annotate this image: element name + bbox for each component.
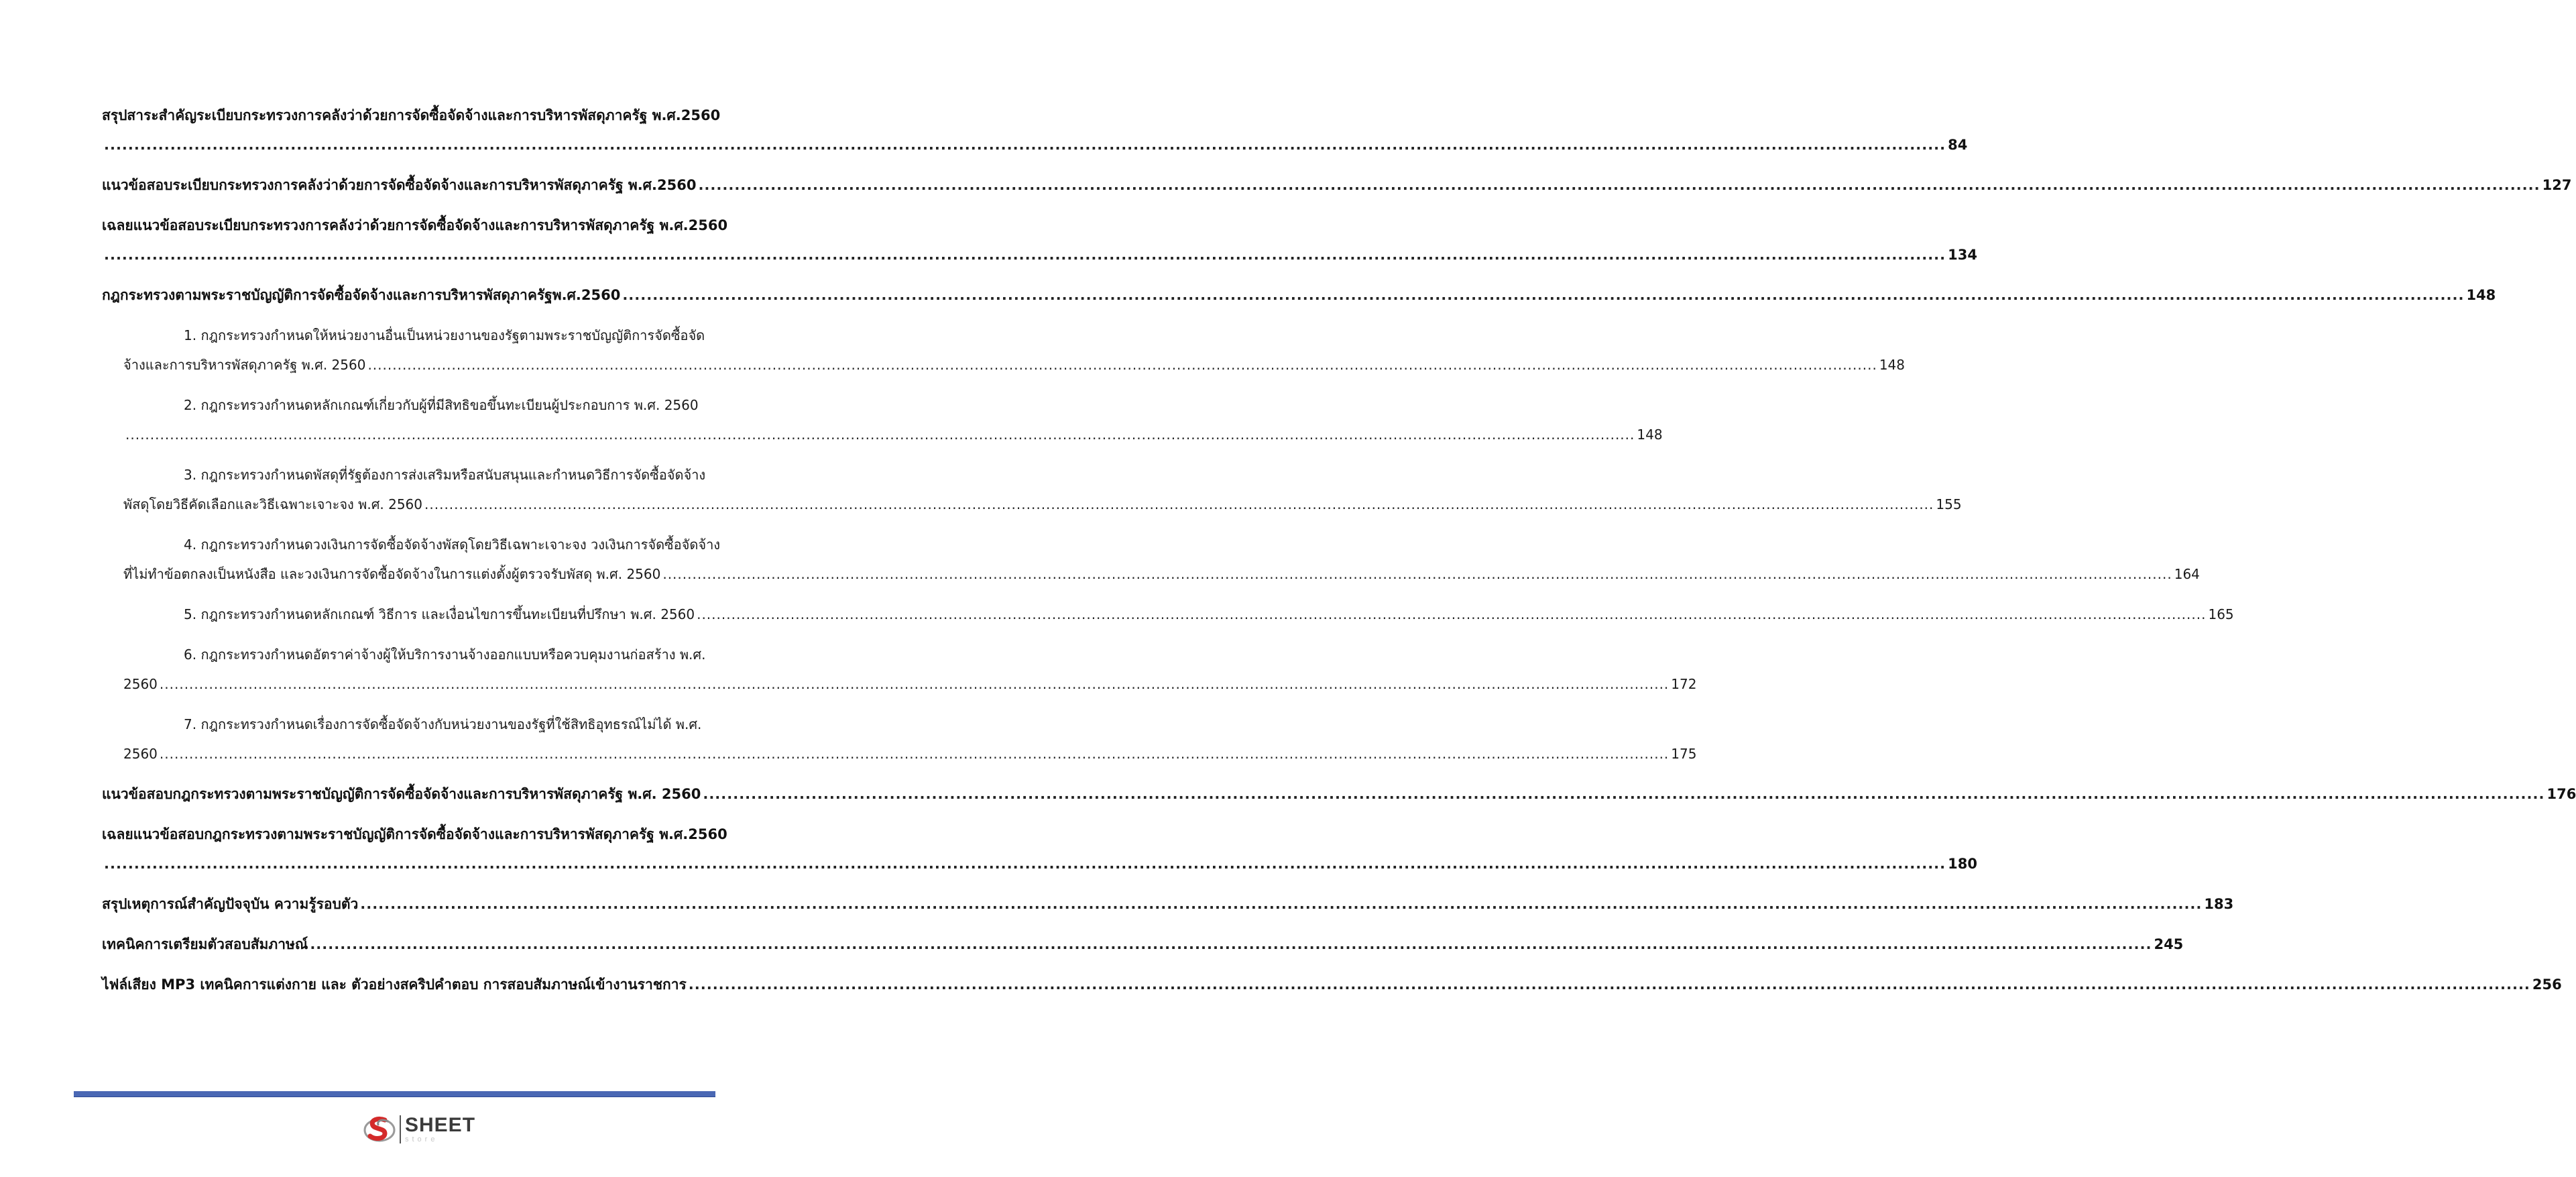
toc-page-number: 148 — [1637, 427, 1663, 443]
toc-leader-dots — [104, 130, 1946, 160]
sheet-store-s-logo-icon — [362, 1112, 397, 1147]
logo-divider — [400, 1115, 401, 1143]
toc-entry[interactable] — [102, 101, 1968, 160]
toc-entry-title-cont: 2560 — [123, 746, 158, 762]
toc-page-number: 245 — [2154, 936, 2184, 952]
toc-entry-title: 6. กฎกระทรวงกำหนดอัตราค่าจ้างผู้ให้บริการงานจ้างออกแบบหรือควบคุมงานก่อสร้าง พ.ศ. — [184, 647, 706, 663]
toc-entry[interactable] — [102, 970, 2562, 999]
toc-page-number: 164 — [2174, 566, 2200, 582]
toc-entry[interactable] — [102, 170, 2572, 200]
toc-subentry[interactable] — [123, 640, 1697, 699]
toc-entry-title: เฉลยแนวข้อสอบกฎกระทรวงตามพระราชบัญญัติการจัดซื้อจัดจ้างและการบริหารพัสดุภาครัฐ พ.ศ.2560 — [102, 826, 727, 842]
toc-page-number: 183 — [2204, 896, 2234, 912]
toc-page-number: 155 — [1936, 496, 1962, 512]
toc-entry[interactable] — [102, 779, 2576, 809]
toc-leader-dots — [689, 970, 2530, 999]
toc-leader-dots — [662, 559, 2172, 589]
toc-entry-title: แนวข้อสอบกฎกระทรวงตามพระราชบัญญัติการจัดซื้อจัดจ้างและการบริหารพัสดุภาครัฐ พ.ศ. 2560 — [102, 786, 701, 802]
toc-entry[interactable] — [102, 211, 1977, 270]
toc-entry-title-cont: ที่ไม่ทำข้อตกลงเป็นหนังสือ และวงเงินการจัดซื้อจัดจ้างในการแต่งตั้งผู้ตรวจรับพัสดุ พ.ศ. 2560 — [123, 566, 661, 582]
toc-page-number: 127 — [2542, 177, 2572, 193]
toc-subentry[interactable] — [123, 460, 1962, 519]
toc-leader-dots — [310, 930, 2152, 959]
toc-entry-title: เฉลยแนวข้อสอบระเบียบกระทรวงการคลังว่าด้วยการจัดซื้อจัดจ้างและการบริหารพัสดุภาครัฐ พ.ศ.2560 — [102, 217, 728, 233]
toc-entry-title-cont: 2560 — [123, 676, 158, 692]
toc-entry-title: กฎกระทรวงตามพระราชบัญญัติการจัดซื้อจัดจ้างและการบริหารพัสดุภาครัฐพ.ศ.2560 — [102, 287, 621, 303]
sheet-store-logo — [362, 1111, 476, 1148]
toc-subentry[interactable] — [123, 321, 1905, 380]
toc-entry-title: 1. กฎกระทรวงกำหนดให้หน่วยงานอื่นเป็นหน่วยงานของรัฐตามพระราชบัญญัติการจัดซื้อจัด — [184, 327, 705, 343]
toc-subentry[interactable] — [123, 390, 1663, 449]
toc-entry[interactable] — [102, 930, 2184, 959]
toc-page-number: 180 — [1948, 856, 1977, 872]
toc-page-number: 148 — [2466, 287, 2496, 303]
toc-page-number: 256 — [2532, 976, 2562, 993]
toc-entry-title: 4. กฎกระทรวงกำหนดวงเงินการจัดซื้อจัดจ้างพัสดุโดยวิธีเฉพาะเจาะจง วงเงินการจัดซื้อจัดจ้าง — [184, 537, 721, 553]
toc-entry-title-cont: จ้างและการบริหารพัสดุภาครัฐ พ.ศ. 2560 — [123, 357, 366, 373]
toc-entry-title: 3. กฎกระทรวงกำหนดพัสดุที่รัฐต้องการส่งเสริมหรือสนับสนุนและกำหนดวิธีการจัดซื้อจัดจ้าง — [184, 467, 706, 483]
toc-entry-title: สรุปเหตุการณ์สำคัญปัจจุบัน ความรู้รอบตัว — [102, 896, 359, 912]
toc-page-number: 134 — [1948, 247, 1977, 263]
toc-leader-dots — [367, 350, 1877, 380]
toc-leader-dots — [424, 490, 1934, 519]
toc-page-number: 175 — [1671, 746, 1697, 762]
toc-leader-dots — [104, 240, 1946, 270]
toc-entry[interactable] — [102, 889, 2234, 919]
toc-leader-dots — [622, 280, 2464, 310]
toc-page-number: 165 — [2208, 606, 2234, 622]
toc-leader-dots — [703, 779, 2544, 809]
toc-leader-dots — [360, 889, 2202, 919]
toc-entry-title: 2. กฎกระทรวงกำหนดหลักเกณฑ์เกี่ยวกับผู้ที่มีสิทธิขอขึ้นทะเบียนผู้ประกอบการ พ.ศ. 2560 — [184, 397, 699, 413]
toc-entry-title: 5. กฎกระทรวงกำหนดหลักเกณฑ์ วิธีการ และเงื่อนไขการขึ้นทะเบียนที่ปรึกษา พ.ศ. 2560 — [184, 606, 695, 622]
toc-page-number: 176 — [2546, 786, 2576, 802]
toc-leader-dots — [125, 420, 1635, 449]
footer-divider-bar — [74, 1091, 715, 1097]
toc-entry-title: แนวข้อสอบระเบียบกระทรวงการคลังว่าด้วยการจัดซื้อจัดจ้างและการบริหารพัสดุภาครัฐ พ.ศ.2560 — [102, 177, 697, 193]
toc-entry-title: 7. กฎกระทรวงกำหนดเรื่องการจัดซื้อจัดจ้างกับหน่วยงานของรัฐที่ใช้สิทธิอุทธรณ์ไม่ได้ พ.ศ. — [184, 716, 702, 732]
toc-entry-title: เทคนิคการเตรียมตัวสอบสัมภาษณ์ — [102, 936, 308, 952]
logo-text — [405, 1115, 475, 1143]
toc-entry-title: ไฟล์เสียง MP3 เทคนิคการแต่งกาย และ ตัวอย่างสคริปคำตอบ การสอบสัมภาษณ์เข้างานราชการ — [102, 976, 687, 993]
logo-subtext: store — [405, 1135, 438, 1143]
toc-entry-title: สรุปสาระสำคัญระเบียบกระทรวงการคลังว่าด้วยการจัดซื้อจัดจ้างและการบริหารพัสดุภาครัฐ พ.ศ.2560 — [102, 107, 721, 123]
logo-wordmark: SHEET — [405, 1114, 476, 1136]
toc-leader-dots — [697, 600, 2206, 629]
toc-subentry[interactable] — [123, 530, 2200, 589]
toc-leader-dots — [160, 739, 1669, 769]
toc-leader-dots — [160, 669, 1669, 699]
toc-entry[interactable] — [102, 820, 1977, 879]
table-of-contents — [102, 101, 2576, 999]
toc-page-number: 148 — [1879, 357, 1905, 373]
toc-page-number: 84 — [1948, 137, 1968, 153]
toc-entry[interactable] — [102, 280, 2496, 310]
toc-subentry[interactable] — [123, 710, 1697, 769]
toc-leader-dots — [104, 849, 1946, 879]
toc-subentry[interactable] — [123, 600, 2234, 629]
toc-leader-dots — [698, 170, 2540, 200]
toc-entry-title-cont: พัสดุโดยวิธีคัดเลือกและวิธีเฉพาะเจาะจง พ.ศ. 2560 — [123, 496, 423, 512]
toc-page-number: 172 — [1671, 676, 1697, 692]
